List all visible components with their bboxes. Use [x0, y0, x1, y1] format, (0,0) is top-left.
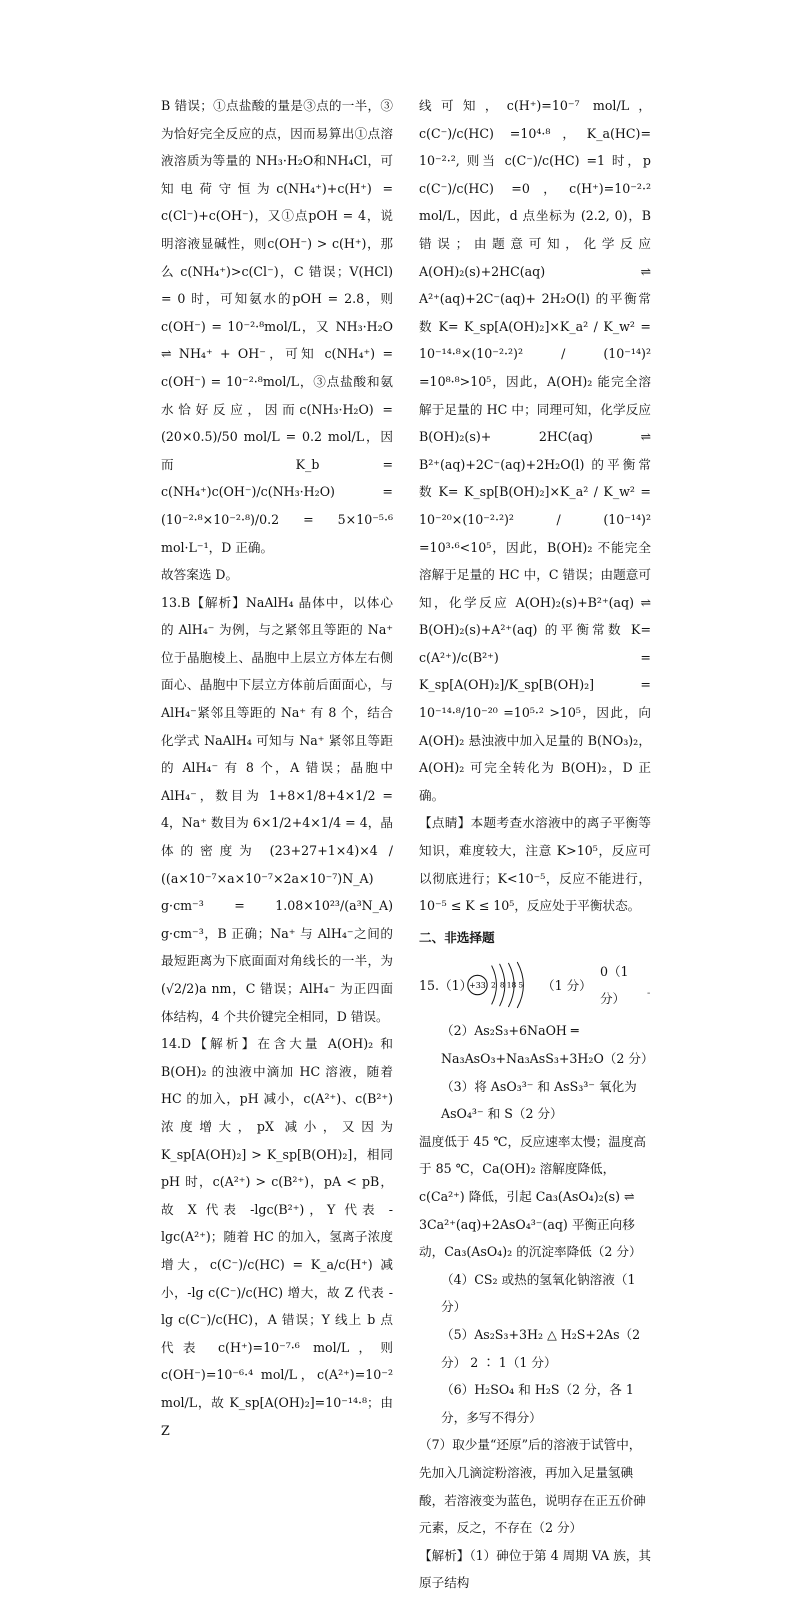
q13-explanation: 13.B【解析】NaAlH₄ 晶体中，以体心的 AlH₄⁻ 为例，与之紧邻且等距的 Na⁺ 位于晶胞棱上、晶胞中上层立方体左右侧面心、晶胞中下层立方体前后面面心，与 AlH₄⁻紧邻且等距的 Na⁺ 有 8 个，结合化学式 NaAlH₄ 可知与 Na⁺ 紧邻且等距的 AlH₄⁻ 有 8 个，A 错误；晶胞中 AlH₄⁻，数目为 1+8×1/8+4×1/2 = 4，Na⁺ 数目为 6×1/2+4×1/4 = 4，晶体的密度为 (23+27+1×4)×4 / ((a×10⁻⁷×a×10⁻⁷×2a×10⁻⁷)N_A) g·cm⁻³ = 1.08×10²³/(a³N_A) g·cm⁻³，B 正确；Na⁺ 与 AlH₄⁻之间的最短距离为下底面面对角线长的一半，为 (√2/2)a nm，C 错误；AlH₄⁻ 为正四面体结构，4 个共价键完全相同，D 错误。 — [161, 594, 393, 1024]
q15-part6: （6）H₂SO₄ 和 H₂S（2 分，各 1 分，多写不得分） — [441, 1382, 634, 1425]
shell-electrons-1: 2 — [491, 981, 496, 991]
left-column — [161, 92, 393, 1444]
q12-explanation-continued: B 错误；①点盐酸的量是③点的一半，③为恰好完全反应的点，因而易算出①点溶液溶质为等量的 NH₃·H₂O和NH₄Cl，可知电荷守恒为c(NH₄⁺)+c(H⁺) = c(Cl⁻)+c(OH⁻)，又①点pOH = 4，说明溶液显碱性，则c(OH⁻) > c(H⁺)，那么 c(NH₄⁺)>c(Cl⁻)，C 错误；V(HCl) = 0 时，可知氨水的pOH = 2.8，则c(OH⁻) = 10⁻²·⁸mol/L，又 NH₃·H₂O ⇌ NH₄⁺ + OH⁻，可知 c(NH₄⁺) = c(OH⁻) = 10⁻²·⁸mol/L，③点盐酸和氨水恰好反应，因而c(NH₃·H₂O) = (20×0.5)/50 mol/L = 0.2 mol/L，因而 K_b = c(NH₄⁺)c(OH⁻)/c(NH₃·H₂O) = (10⁻²·⁸×10⁻²·⁸)/0.2 = 5×10⁻⁵·⁶ mol·L⁻¹，D 正确。 — [161, 98, 393, 555]
shell-electrons-2: 8 — [499, 981, 505, 991]
q12-answer-line: 故答案选 D。 — [161, 567, 239, 583]
q15-part5: （5）As₂S₃+3H₂ △ H₂S+2As（2 分） 2 ∶ 1（1 分） — [441, 1326, 641, 1370]
right-column — [419, 92, 654, 1597]
q15-part2: （2）As₂S₃+6NaOH ═ Na₃AsO₃+Na₃AsS₃+3H₂O（2 分） — [441, 1023, 654, 1066]
q14-tip: 【点睛】本题考查水溶液中的离子平衡等知识，难度较大，注意 K>10⁵，反应可以彻底进行；K<10⁻⁵，反应不能进行，10⁻⁵ ≤ K ≤ 10⁵，反应处于平衡状态。 — [419, 815, 651, 914]
nucleus-charge: +33 — [469, 981, 486, 991]
q15-jiexi: 【解析】（1）砷位于第 4 周期 VA 族，其原子结构 — [419, 1547, 651, 1591]
section-title: 二、非选择题 — [419, 929, 495, 945]
shell-electrons-4: 5 — [518, 981, 524, 991]
q15-prefix: 15.（1） — [419, 977, 473, 993]
q15-part1-row — [419, 957, 651, 1013]
q15-part3: （3）将 AsO₃³⁻ 和 AsS₃³⁻ 氧化为 AsO₄³⁻ 和 S（2 分） — [441, 1078, 637, 1122]
shell-electrons-3: 18 — [506, 981, 517, 991]
arsenic-atom-structure-diagram — [466, 957, 542, 1013]
q15-part1-score: （1 分） — [541, 977, 592, 993]
q15-part1-answer: 0（1 分） — [599, 963, 629, 1007]
q15-part4: （4）CS₂ 或热的氢氧化钠溶液（1 分） — [441, 1271, 636, 1315]
page-corner-mark: - — [647, 988, 651, 999]
q14-explanation-continued: 线可知，c(H⁺)=10⁻⁷ mol/L，c(C⁻)/c(HC) =10⁴·⁸，K_a(HC)= 10⁻²·², 则当 c(C⁻)/c(HC) =1 时，p c(C⁻)/c(HC) =0，c(H⁺)=10⁻²·² mol/L，因此，d 点坐标为 (2.2, 0)，B 错误；由题意可知，化学反应 A(OH)₂(s)+2HC(aq) ⇌ A²⁺(aq)+2C⁻(aq)+ 2H₂O(l) 的平衡常数 K= K_sp[A(OH)₂]×K_a² / K_w² = 10⁻¹⁴·⁸×(10⁻²·²)² / (10⁻¹⁴)² =10⁸·⁸>10⁵，因此，A(OH)₂ 能完全溶解于足量的 HC 中；同理可知，化学反应 B(OH)₂(s)+ 2HC(aq) ⇌ B²⁺(aq)+2C⁻(aq)+2H₂O(l) 的平衡常数 K= K_sp[B(OH)₂]×K_a² / K_w² = 10⁻²⁰×(10⁻²·²)² / (10⁻¹⁴)² =10³·⁶<10⁵，因此，B(OH)₂ 不能完全溶解于足量的 HC 中，C 错误；由题意可知，化学反应 A(OH)₂(s)+B²⁺(aq) ⇌ B(OH)₂(s)+A²⁺(aq) 的平衡常数 K= c(A²⁺)/c(B²⁺) = K_sp[A(OH)₂]/K_sp[B(OH)₂] = 10⁻¹⁴·⁸/10⁻²⁰ =10⁵·² >10⁵，因此，向 A(OH)₂ 悬浊液中加入足量的 B(NO₃)₂，A(OH)₂ 可完全转化为 B(OH)₂，D 正确。 — [419, 98, 651, 803]
q14-explanation: 14.D【解析】在含大量 A(OH)₂ 和 B(OH)₂ 的浊液中滴加 HC 溶液，随着 HC 的加入，pH 减小，c(A²⁺)、c(B²⁺) 浓度增大，pX 减小，又因为 K_sp[A(OH)₂] > K_sp[B(OH)₂]，相同 pH 时，c(A²⁺) > c(B²⁺)，pA < pB，故 X 代表 -lgc(B²⁺)，Y 代表 -lgc(A²⁺)；随着 HC 的加入，氢离子浓度增大，c(C⁻)/c(HC) = K_a/c(H⁺) 减小，-lg c(C⁻)/c(HC) 增大，故 Z 代表 -lg c(C⁻)/c(HC)，A 错误；Y 线上 b 点代表 c(H⁺)=10⁻⁷·⁶ mol/L，则 c(OH⁻)=10⁻⁶·⁴ mol/L，c(A²⁺)=10⁻² mol/L，故 K_sp[A(OH)₂]=10⁻¹⁴·⁸；由 Z — [161, 1036, 393, 1438]
q15-part7: （7）取少量“还原”后的溶液于试管中，先加入几滴淀粉溶液，再加入足量氢碘酸，若溶液变为蓝色，说明存在正五价砷元素，反之，不存在（2 分） — [419, 1437, 646, 1536]
q15-part3-reason: 温度低于 45 ℃，反应速率太慢；温度高于 85 ℃，Ca(OH)₂ 溶解度降低，c(Ca²⁺) 降低，引起 Ca₃(AsO₄)₂(s) ⇌ 3Ca²⁺(aq)+2AsO₄³⁻(aq) 平衡正向移动，Ca₃(AsO₄)₂ 的沉淀率降低（2 分） — [419, 1133, 647, 1260]
